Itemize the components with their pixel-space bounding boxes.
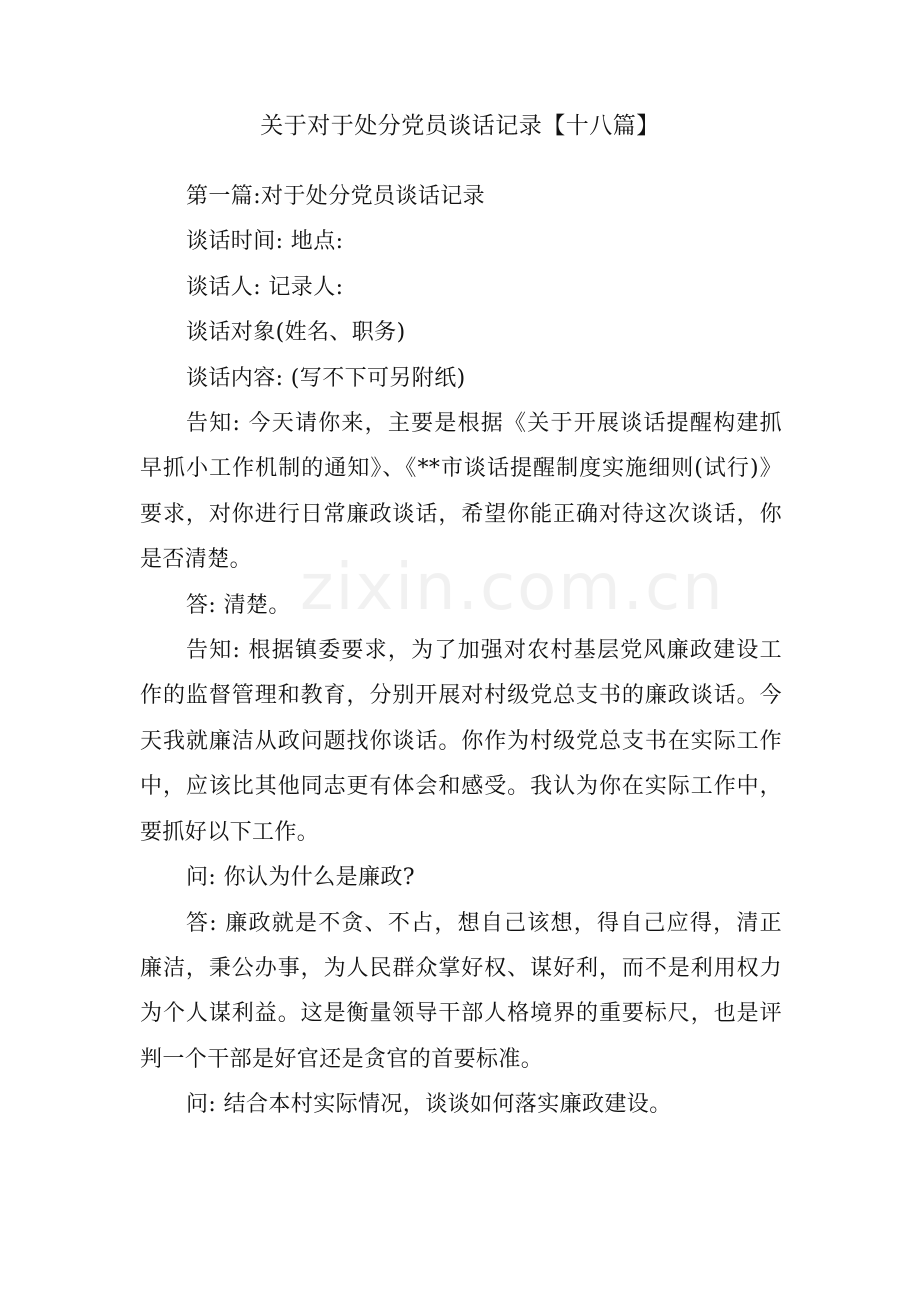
field-time-place: 谈话时间: 地点: [186,229,344,255]
field-content: 谈话内容: (写不下可另附纸) [186,365,466,391]
paragraph-notice-1: 告知: 今天请你来，主要是根据《关于开展谈话提醒构建抓早抓小工作机制的通知》、《**市谈话提醒制度实施细则(试行)》要求，对你进行日常廉政谈话，希望你能正确对待这次谈话，你是否清楚。 [140,411,782,573]
document-title: 关于对于处分党员谈话记录【十八篇】 [260,113,660,139]
paragraph-answer-1: 答: 清楚。 [186,592,291,618]
field-interviewer-recorder: 谈话人: 记录人: [186,274,344,300]
field-subject: 谈话对象(姓名、职务) [186,320,406,346]
paragraph-answer-2: 答: 廉政就是不贪、不占，想自己该想，得自己应得，清正廉洁，秉公办事，为人民群众掌好权、谋好利，而不是利用权力为个人谋利益。这是衡量领导干部人格境界的重要标尺，也是评判一个干部是好官还是贪官的首要标准。 [140,910,782,1072]
paragraph-question-2: 问: 结合本村实际情况，谈谈如何落实廉政建设。 [186,1092,672,1118]
paragraph-question-1: 问: 你认为什么是廉政? [186,865,416,891]
document-body [140,174,782,1128]
paragraph-notice-2: 告知: 根据镇委要求，为了加强对农村基层党风廉政建设工作的监督管理和教育，分别开展对村级党总支书的廉政谈话。今天我就廉洁从政问题找你谈话。你作为村级党总支书在实际工作中，应该比其他同志更有体会和感受。我认为你在实际工作中，要抓好以下工作。 [140,638,782,845]
section-heading: 第一篇:对于处分党员谈话记录 [186,184,486,209]
watermark: zixin.com.cn [300,551,725,625]
